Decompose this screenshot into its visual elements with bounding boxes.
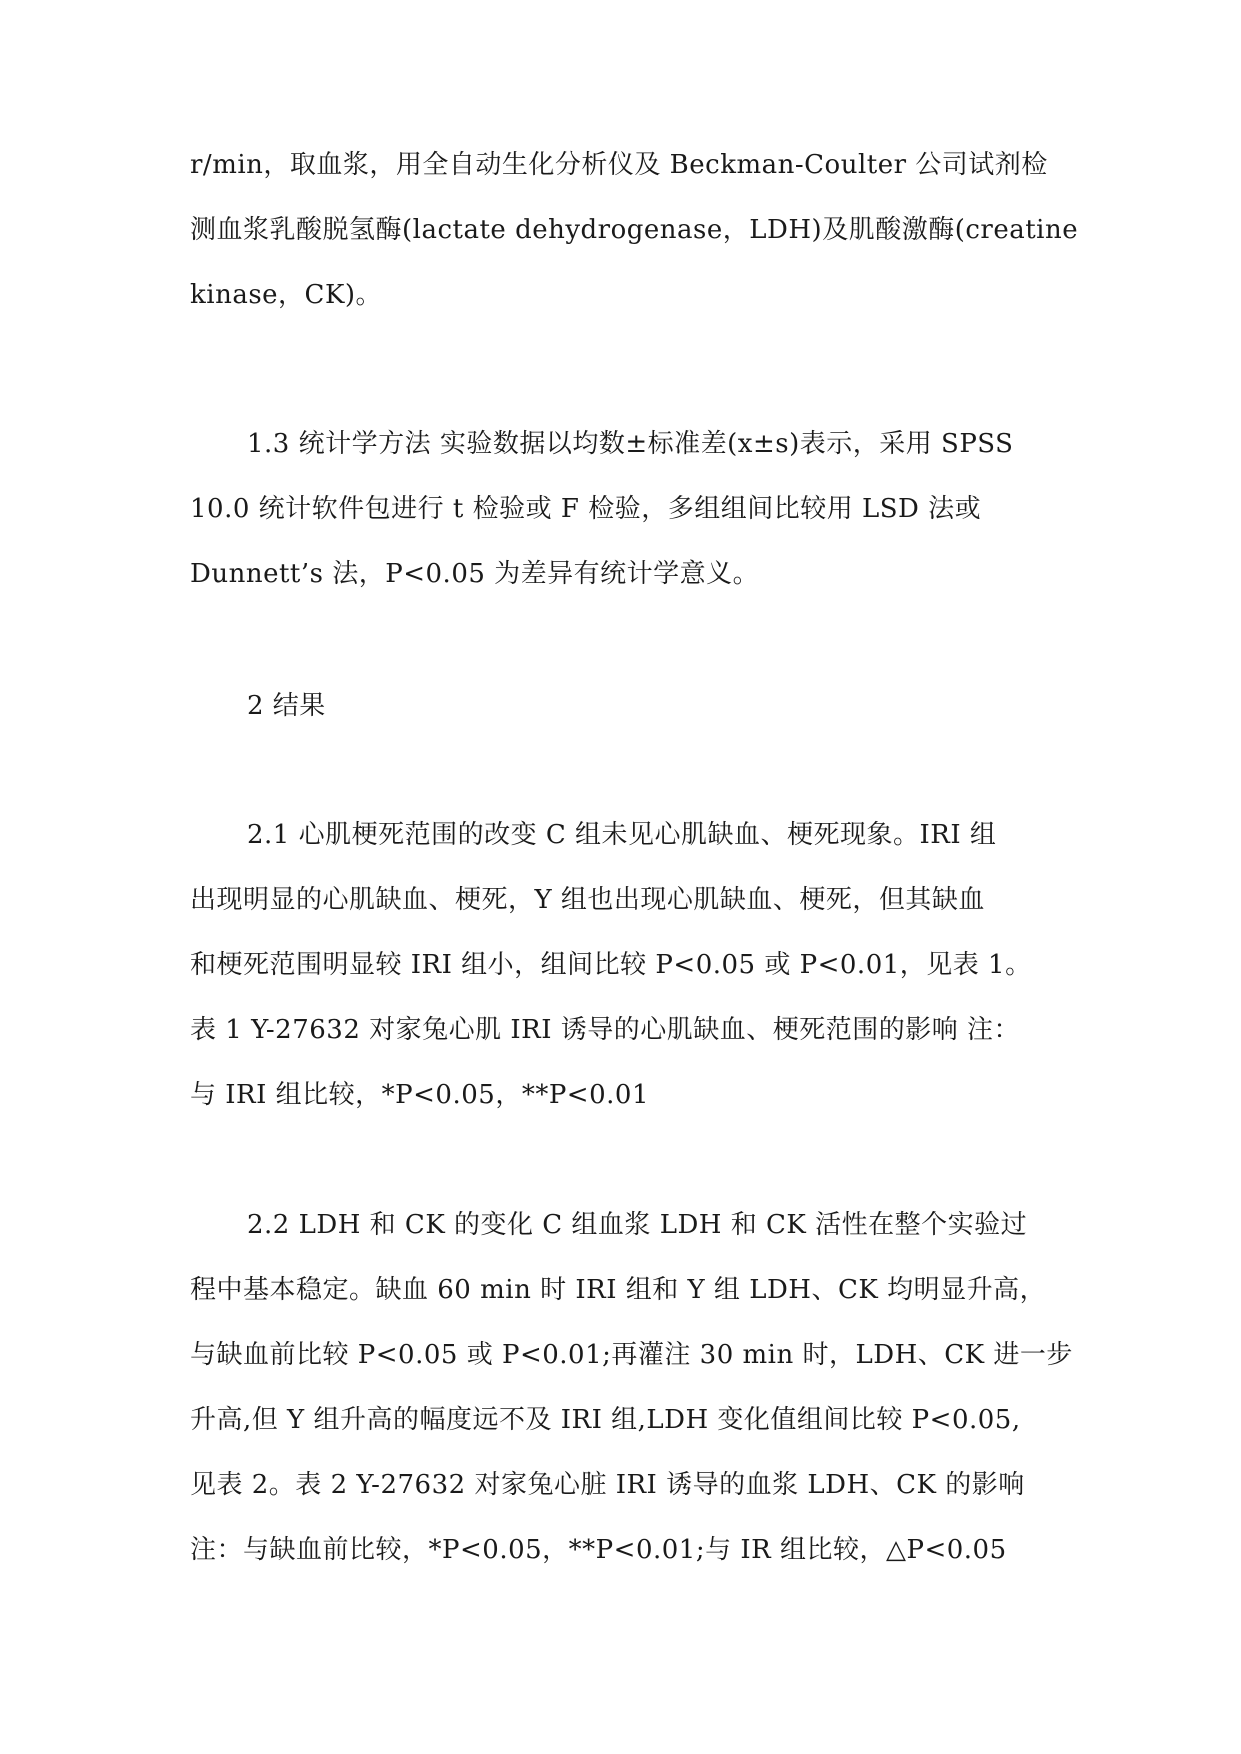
text-line: 2.1 心肌梗死范围的改变 C 组未见心肌缺血、梗死现象。IRI 组 <box>247 820 997 850</box>
section-heading-results <box>190 674 1070 739</box>
text-line: 与缺血前比较 P<0.05 或 P<0.01;再灌注 30 min 时，LDH、CK 进一步 <box>190 1340 1073 1370</box>
paragraph-infarct-size <box>190 803 1070 1128</box>
text-line: Dunnett’s 法，P<0.05 为差异有统计学意义。 <box>190 559 760 589</box>
text-line: 注：与缺血前比较，*P<0.05，**P<0.01;与 IR 组比较，△P<0.05 <box>190 1535 1007 1565</box>
heading-results: 2 结果 <box>247 691 326 721</box>
paragraph-statistics <box>190 412 1070 607</box>
text-line: 程中基本稳定。缺血 60 min 时 IRI 组和 Y 组 LDH、CK 均明显升高， <box>190 1275 1047 1305</box>
paragraph-methods-continued <box>190 133 1079 328</box>
text-line: 出现明显的心肌缺血、梗死，Y 组也出现心肌缺血、梗死，但其缺血 <box>190 885 985 915</box>
text-line: 10.0 统计软件包进行 t 检验或 F 检验，多组组间比较用 LSD 法或 <box>190 494 982 524</box>
text-line: 见表 2。表 2 Y-27632 对家兔心脏 IRI 诱导的血浆 LDH、CK 的影响 <box>190 1470 1025 1500</box>
text-line: 测血浆乳酸脱氢酶(lactate dehydrogenase，LDH)及肌酸激酶(creatine <box>190 215 1079 245</box>
text-line: 和梗死范围明显较 IRI 组小，组间比较 P<0.05 或 P<0.01，见表 1。 <box>190 950 1032 980</box>
text-line: 升高,但 Y 组升高的幅度远不及 IRI 组,LDH 变化值组间比较 P<0.05, <box>190 1405 1021 1435</box>
paragraph-ldh-ck <box>190 1193 1073 1583</box>
text-line: 2.2 LDH 和 CK 的变化 C 组血浆 LDH 和 CK 活性在整个实验过 <box>247 1210 1028 1240</box>
text-line: kinase，CK)。 <box>190 280 383 310</box>
text-line: 1.3 统计学方法 实验数据以均数±标准差(x±s)表示，采用 SPSS <box>247 429 1014 459</box>
text-line: r/min，取血浆，用全自动生化分析仪及 Beckman-Coulter 公司试剂检 <box>190 150 1048 180</box>
text-line: 与 IRI 组比较，*P<0.05，**P<0.01 <box>190 1080 649 1110</box>
text-line: 表 1 Y-27632 对家兔心肌 IRI 诱导的心肌缺血、梗死范围的影响 注： <box>190 1015 1021 1045</box>
